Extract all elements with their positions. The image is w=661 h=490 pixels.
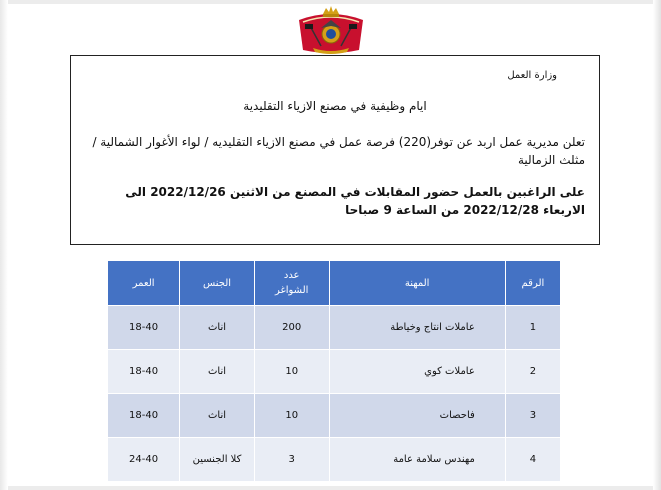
table-row [108, 306, 561, 350]
row-number: 2 [505, 350, 560, 394]
header-number: الرقم [505, 261, 560, 306]
row-age: 24-40 [108, 438, 180, 482]
announcement-headline: ايام وظيفية في مصنع الازياء التقليدية [243, 99, 427, 113]
header-vacancies [254, 261, 329, 306]
row-gender: اناث [180, 350, 255, 394]
row-gender: اناث [180, 306, 255, 350]
row-vacancies: 10 [254, 350, 329, 394]
page-frame-top [0, 0, 661, 4]
table-row [108, 394, 561, 438]
row-vacancies: 3 [254, 438, 329, 482]
row-number: 3 [505, 394, 560, 438]
row-age: 18-40 [108, 306, 180, 350]
header-age: العمر [108, 261, 180, 306]
header-vacancies-line1: عدد [283, 270, 300, 281]
page-frame-bottom [0, 486, 661, 490]
row-gender: اناث [180, 394, 255, 438]
page-frame-left [0, 0, 8, 490]
announcement-box [70, 55, 600, 245]
header-job: المهنة [329, 261, 505, 306]
header-gender: الجنس [180, 261, 255, 306]
table-header-row [108, 261, 561, 306]
row-age: 18-40 [108, 350, 180, 394]
row-job: عاملات كوي [329, 350, 505, 394]
coat-of-arms-emblem-icon [291, 6, 371, 56]
table-row [108, 350, 561, 394]
page-frame-right [653, 0, 661, 490]
vacancies-table [107, 260, 561, 482]
ministry-name: وزارة العمل [507, 70, 557, 81]
row-job: عاملات انتاج وخياطة [329, 306, 505, 350]
header-vacancies-line2: الشواغر [274, 285, 309, 296]
row-vacancies: 200 [254, 306, 329, 350]
row-job: مهندس سلامة عامة [329, 438, 505, 482]
table-row [108, 438, 561, 482]
row-number: 4 [505, 438, 560, 482]
announcement-text: تعلن مديرية عمل اربد عن توفر(220) فرصة عمل في مصنع الازياء التقليديه / لواء الأغوار الشمالية /مثلث الزمالية [92, 135, 585, 167]
row-number: 1 [505, 306, 560, 350]
interview-invitation-text: على الراغبين بالعمل حضور المقابلات في المصنع من الاثنين 2022/12/26 الى الاربعاء 2022/12/28 من الساعة 9 صباحا [125, 185, 585, 217]
row-vacancies: 10 [254, 394, 329, 438]
row-job: فاحصات [329, 394, 505, 438]
row-gender: كلا الجنسين [180, 438, 255, 482]
row-age: 18-40 [108, 394, 180, 438]
